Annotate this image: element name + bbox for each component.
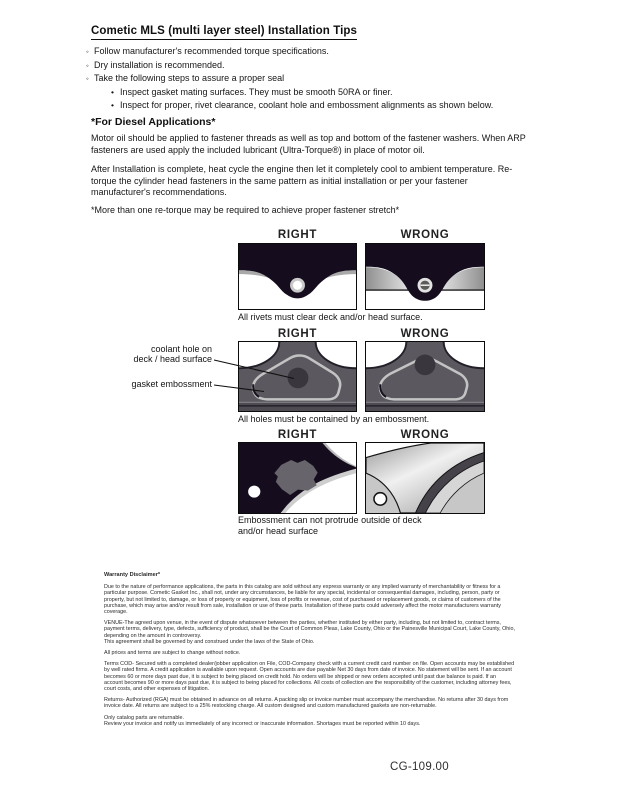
list-item-text: Inspect gasket mating surfaces. They must be smooth 50RA or finer.	[120, 86, 393, 97]
rivet-clearance-caption: All rivets must clear deck and/or head surface.	[238, 312, 423, 322]
gasket-embossment-annotation: gasket embossment	[131, 379, 212, 389]
embossment-protrusion-right-graphic	[239, 443, 356, 513]
list-item-text: Take the following steps to assure a proper seal	[94, 73, 285, 83]
embossment-containment-right-panel	[238, 341, 357, 412]
installation-tips-list	[86, 45, 493, 113]
disclaimer-paragraph: Due to the nature of performance applications, the parts in this catalog are sold without any express warranty or any implied warranty of merchantability or fitness for a particular purpose. Cometic Gasket Inc., shall not, under any circumstances, be liable for any special, incidental or consequential damages, including, person, party or property, but not limited to, damage, or loss of property or equipment, loss of profits or revenue, cost of purchased or replacement goods, or claims of customers of the purchase, which may arise and/or result from sale, installation or use of these parts. Installation of these parts could adversely affect the motor manufacturers warranty coverage.	[104, 584, 501, 616]
rivet-clearance-right-panel	[238, 243, 357, 310]
diesel-paragraph-oil: Motor oil should be applied to fastener threads as well as top and bottom of the fastener washers. When ARP fasteners are used apply the included lubricant (Ultra-Torque®) in place of motor oil.	[91, 133, 526, 155]
retorque-note: *More than one re-torque may be required to achieve proper fastener stretch*	[91, 205, 400, 215]
wrong-label: WRONG	[400, 429, 450, 441]
page-title: Cometic MLS (multi layer steel) Installation Tips	[91, 25, 357, 40]
embossment-protrusion-wrong-graphic	[366, 443, 484, 513]
diesel-paragraph-retorque: After Installation is complete, heat cycle the engine then let it completely cool to ambient temperature. Re-torque the cylinder head fasteners in the same pattern as initial installation or per your fastener manufacturer's recommendations.	[91, 164, 513, 198]
filled-bullet-icon: •	[111, 100, 114, 110]
embossment-protrusion-wrong-panel	[365, 442, 485, 514]
rivet-clearance-right-graphic	[239, 244, 356, 309]
disclaimer-paragraph: Review your invoice and notify us immediately of any incorrect or inaccurate information. Shortages must be reported within 10 days.	[104, 720, 421, 727]
embossment-containment-right-graphic	[239, 342, 356, 411]
caption-line: Embossment can not protrude outside of deck	[238, 515, 422, 525]
list-item-text: Follow manufacturer's recommended torque specifications.	[94, 46, 329, 56]
list-item	[111, 86, 493, 100]
list-item	[86, 72, 493, 86]
list-item-text: Dry installation is recommended.	[94, 59, 225, 70]
disclaimer-paragraph: Returns- Authorized (RGA) must be obtained in advance on all returns. A packing slip or invoice number must accompany the merchandise. No returns after 30 days from invoice date. All returns are subject to a 25% restocking charge. All custom designed and custom manufactured gaskets are non-returnable.	[104, 697, 509, 710]
right-label: RIGHT	[277, 328, 318, 340]
right-label: RIGHT	[277, 429, 318, 441]
warranty-disclaimer	[104, 572, 516, 732]
embossment-containment-wrong-panel	[365, 341, 485, 412]
list-item	[111, 99, 493, 113]
rivet-clearance-wrong-panel	[365, 243, 485, 310]
list-item	[86, 45, 493, 59]
embossment-protrusion-right-panel	[238, 442, 357, 514]
disclaimer-paragraph: All prices and terms are subject to change without notice.	[104, 650, 241, 657]
open-bullet-icon: ◦	[86, 47, 89, 56]
open-bullet-icon: ◦	[86, 60, 89, 70]
list-item-text: Inspect for proper, rivet clearance, coolant hole and embossment alignments as shown below.	[120, 100, 494, 110]
wrong-label: WRONG	[400, 328, 450, 340]
disclaimer-paragraph: VENUE-The agreed upon venue, in the event of dispute whatsoever between the parties, whether instituted by either party, including, but not limited to, contract terms, payment terms, delivery, type, defects, sufficiency of product, shall be the Court of Common Pleas, Lake County, Ohio or the Painesville Municipal Court, Lake County, Ohio, depending on the amount in controversy.	[104, 620, 515, 639]
embossment-containment-caption: All holes must be contained by an embossment.	[238, 414, 430, 424]
disclaimer-heading: Warranty Disclaimer*	[104, 572, 161, 578]
list-item	[86, 59, 493, 73]
filled-bullet-icon: •	[111, 86, 114, 97]
wrong-label: WRONG	[400, 229, 450, 241]
disclaimer-paragraph: Terms COD- Secured with a completed dealer/jobber application on File, COD-Company check with a current credit card number on file. Open accounts may be established by well rated firms. A credit application is available upon request. Open accounts are due payable Net 30 days from date of invoice. No statement will be sent. If an account becomes 60 or more days past due, it is subject to being placed on credit hold. No orders will be shipped or new orders accepted until past due balance is paid. If an account becomes 90 or more days past due, it is subject to being placed for collections. All costs of collection are the responsibility of the customer, including attorney fees, court costs, and other expenses of litigation.	[104, 661, 515, 693]
open-bullet-icon: ◦	[86, 74, 89, 83]
annotation-line: deck / head surface	[133, 354, 212, 364]
diesel-applications-heading: *For Diesel Applications*	[91, 116, 216, 128]
page-number: CG-109.00	[390, 761, 449, 773]
disclaimer-paragraph: This agreement shall be governed by and construed under the laws of the State of Ohio.	[104, 638, 315, 645]
caption-line: and/or head surface	[238, 525, 319, 536]
coolant-hole-annotation	[120, 344, 212, 364]
annotation-line: coolant hole on	[150, 344, 212, 354]
rivet-clearance-wrong-graphic	[366, 244, 484, 309]
right-label: RIGHT	[277, 229, 318, 241]
embossment-containment-wrong-graphic	[366, 342, 484, 411]
embossment-protrusion-caption	[238, 515, 422, 536]
disclaimer-paragraph: Only catalog parts are returnable.	[104, 714, 185, 721]
